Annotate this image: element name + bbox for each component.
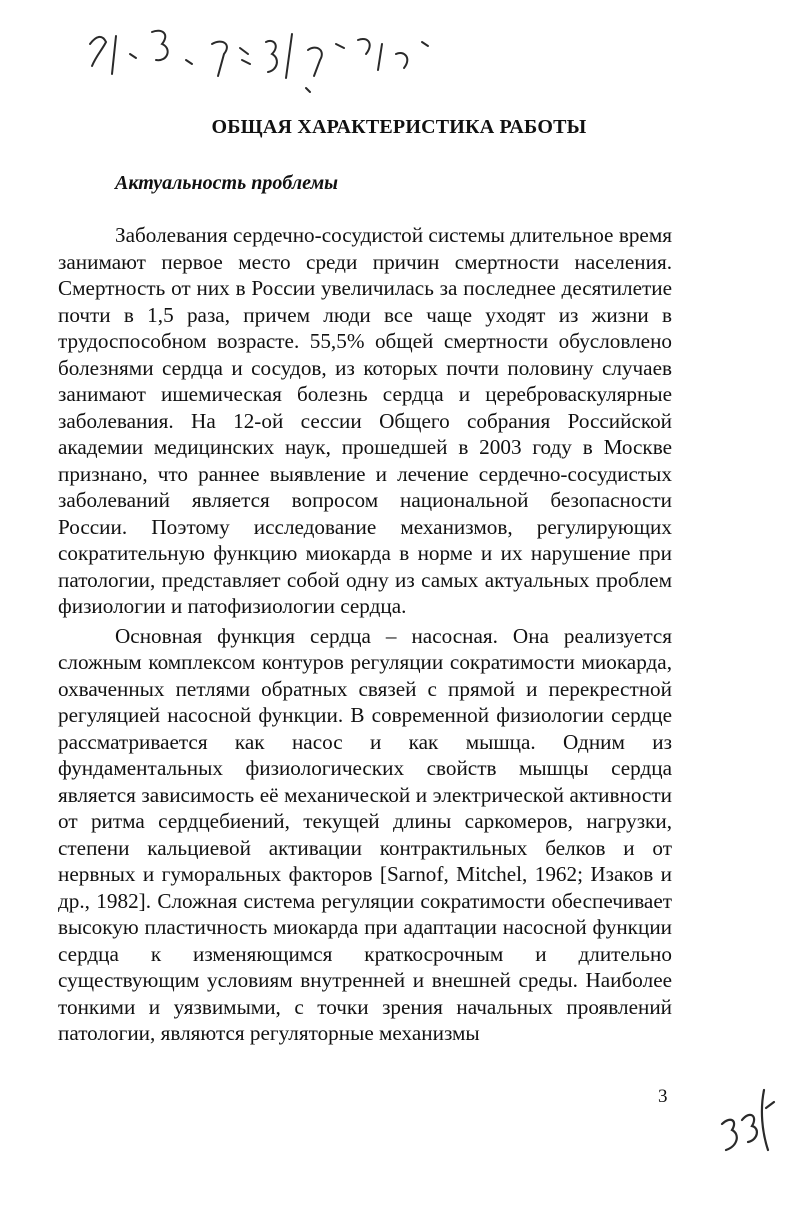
handwritten-margin-mark [712,1080,782,1170]
body-text [58,222,672,1050]
paragraph-relevance-1: Заболевания сердечно-сосудистой системы длительное время занимают первое место среди причин смертности населения. Смертность от них в России увеличилась за последнее десятилетие почти в 1,5 раза, причем люди все чаще уходят из жизни в трудоспособном возрасте. 55,5% общей смертности обусловлено болезнями сердца и сосудов, из которых почти половину случаев занимают ишемическая болезнь сердца и цереброваскулярные заболевания. На 12-ой сессии Общего собрания Российской академии медицинских наук, прошедшей в 2003 году в Москве признано, что раннее выявление и лечение сердечно-сосудистых заболеваний является вопросом национальной безопасности России. Поэтому исследование механизмов, регулирующих сократительную функцию миокарда в норме и их нарушение при патологии, представляет собой одну из самых актуальных проблем физиологии и патофизиологии сердца. [58,223,672,618]
page-heading: ОБЩАЯ ХАРАКТЕРИСТИКА РАБОТЫ [211,116,587,138]
paragraph-relevance-2: Основная функция сердца – насосная. Она реализуется сложным комплексом контуров регуляции сократимости миокарда, охваченных петлями обратных связей с прямой и перекрестной регуляцией насосной функции. В современной физиологии сердце рассматривается как насос и как мышца. Одним из фундаментальных физиологических свойств мышцы сердца является зависимость её механической и электрической активности от ритма сердцебиений, текущей длины саркомеров, нагрузки, степени кальциевой активации контрактильных белков и от нервных и гуморальных факторов [Sarnof, Mitchel, 1962; Изаков и др., 1982]. Сложная система регуляции сократимости обеспечивает высокую пластичность миокарда при адаптации насосной функции сердца к изменяющимся краткосрочным и длительно существующим условиям внутренней и внешней среды. Наиболее тонкими и уязвимыми, с точки зрения начальных проявлений патологии, являются регуляторные механизмы [58,623,672,1045]
section-title: Актуальность проблемы [115,172,339,194]
page-number: 3 [658,1086,668,1107]
handwritten-pencil-note [82,14,462,104]
